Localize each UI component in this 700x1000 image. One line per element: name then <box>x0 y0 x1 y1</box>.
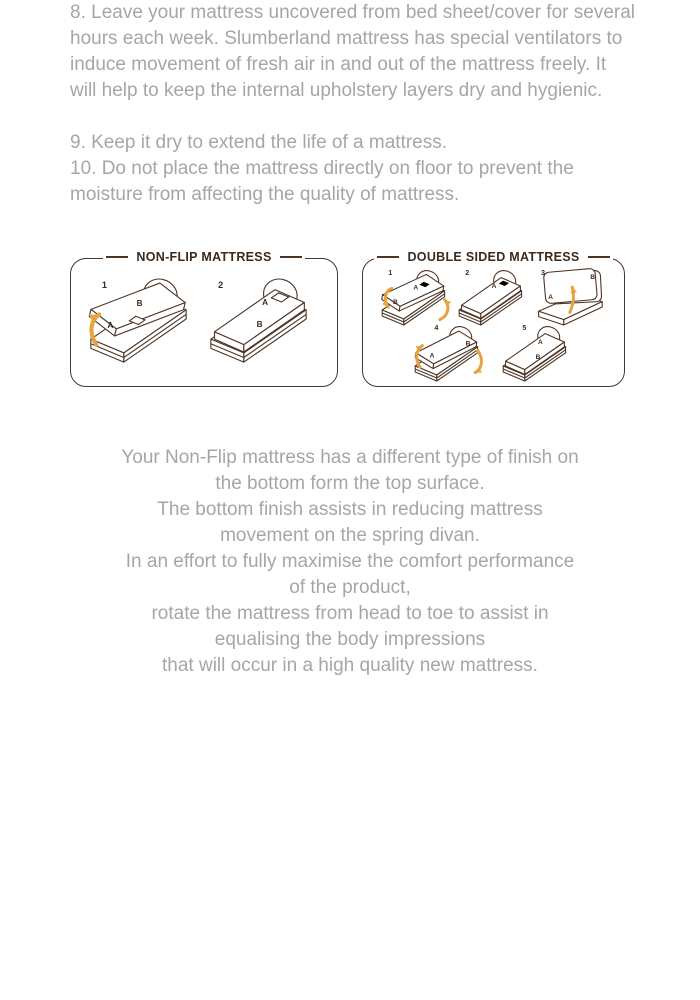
double-sided-title-text: DOUBLE SIDED MATTRESS <box>407 250 580 264</box>
title-dash-left <box>377 256 399 258</box>
step-number: 2 <box>218 279 224 290</box>
diagram-row <box>0 250 700 387</box>
instruction-item-9: 9. Keep it dry to extend the life of a mattress. <box>70 132 448 153</box>
note-line: Your Non-Flip mattress has a different type of finish on <box>121 447 579 468</box>
mattress-side-label: A <box>491 282 496 290</box>
mattress-side-label: B <box>465 340 470 348</box>
double-sided-diagram-title <box>363 250 624 264</box>
instruction-item-8: 8. Leave your mattress uncovered from bed sheet/cover for several hours each week. Slumberland mattress has special ventilators to induce movement of fresh air in and out of the mattress freely. It will help to keep the internal upholstery layers dry and hygienic. <box>70 2 635 101</box>
double-sided-step5-bed-illustration <box>502 324 574 384</box>
title-dash-right <box>280 256 302 258</box>
mattress-side-label: B <box>392 299 398 306</box>
mattress-side-label: A <box>429 352 434 360</box>
mattress-side-label: B <box>589 273 595 281</box>
mattress-side-label: A <box>537 338 543 346</box>
note-line: movement on the spring divan. <box>220 525 480 546</box>
non-flip-title-text: NON-FLIP MATTRESS <box>136 250 272 264</box>
title-dash-right <box>588 256 610 258</box>
non-flip-step1-bed-illustration <box>89 275 199 367</box>
note-line: of the product, <box>289 577 411 598</box>
mattress-side-label: A <box>262 298 269 308</box>
mattress-side-label: A <box>107 321 114 331</box>
note-line: the bottom form the top surface. <box>215 473 485 494</box>
note-line: equalising the body impressions <box>214 629 486 650</box>
non-flip-step2-bed-illustration <box>209 275 319 367</box>
mattress-side-label: B <box>256 320 263 330</box>
non-flip-diagram-box <box>70 250 338 387</box>
mattress-side-label: A <box>547 294 553 302</box>
note-line: In an effort to fully maximise the comfort performance <box>125 551 575 572</box>
title-dash-left <box>106 256 128 258</box>
mattress-side-label: A <box>412 284 418 292</box>
step-number: 1 <box>387 268 392 278</box>
double-sided-step4-bed-illustration <box>414 324 486 384</box>
mattress-side-label: B <box>535 353 540 361</box>
note-line: rotate the mattress from head to toe to assist in <box>151 603 549 624</box>
step-number: 4 <box>433 323 438 332</box>
double-sided-step1-bed-illustration <box>381 268 453 328</box>
note-line: that will occur in a high quality new mattress. <box>162 655 538 676</box>
note-line: The bottom finish assists in reducing mattress <box>157 499 543 520</box>
note-text <box>0 445 700 679</box>
step-number: 3 <box>540 268 545 278</box>
step-number: 1 <box>101 279 107 290</box>
double-sided-step3-bed-illustration <box>535 268 607 328</box>
non-flip-diagram-title <box>71 250 337 264</box>
mattress-side-label: B <box>136 299 143 309</box>
double-sided-step2-bed-illustration <box>458 268 530 328</box>
step-number: 2 <box>464 268 469 278</box>
care-instructions <box>0 0 700 208</box>
double-sided-diagram-box <box>362 250 625 387</box>
step-number: 5 <box>521 323 526 332</box>
instruction-item-10: 10. Do not place the mattress directly on floor to prevent the moisture from affecting the quality of mattress. <box>70 158 574 205</box>
